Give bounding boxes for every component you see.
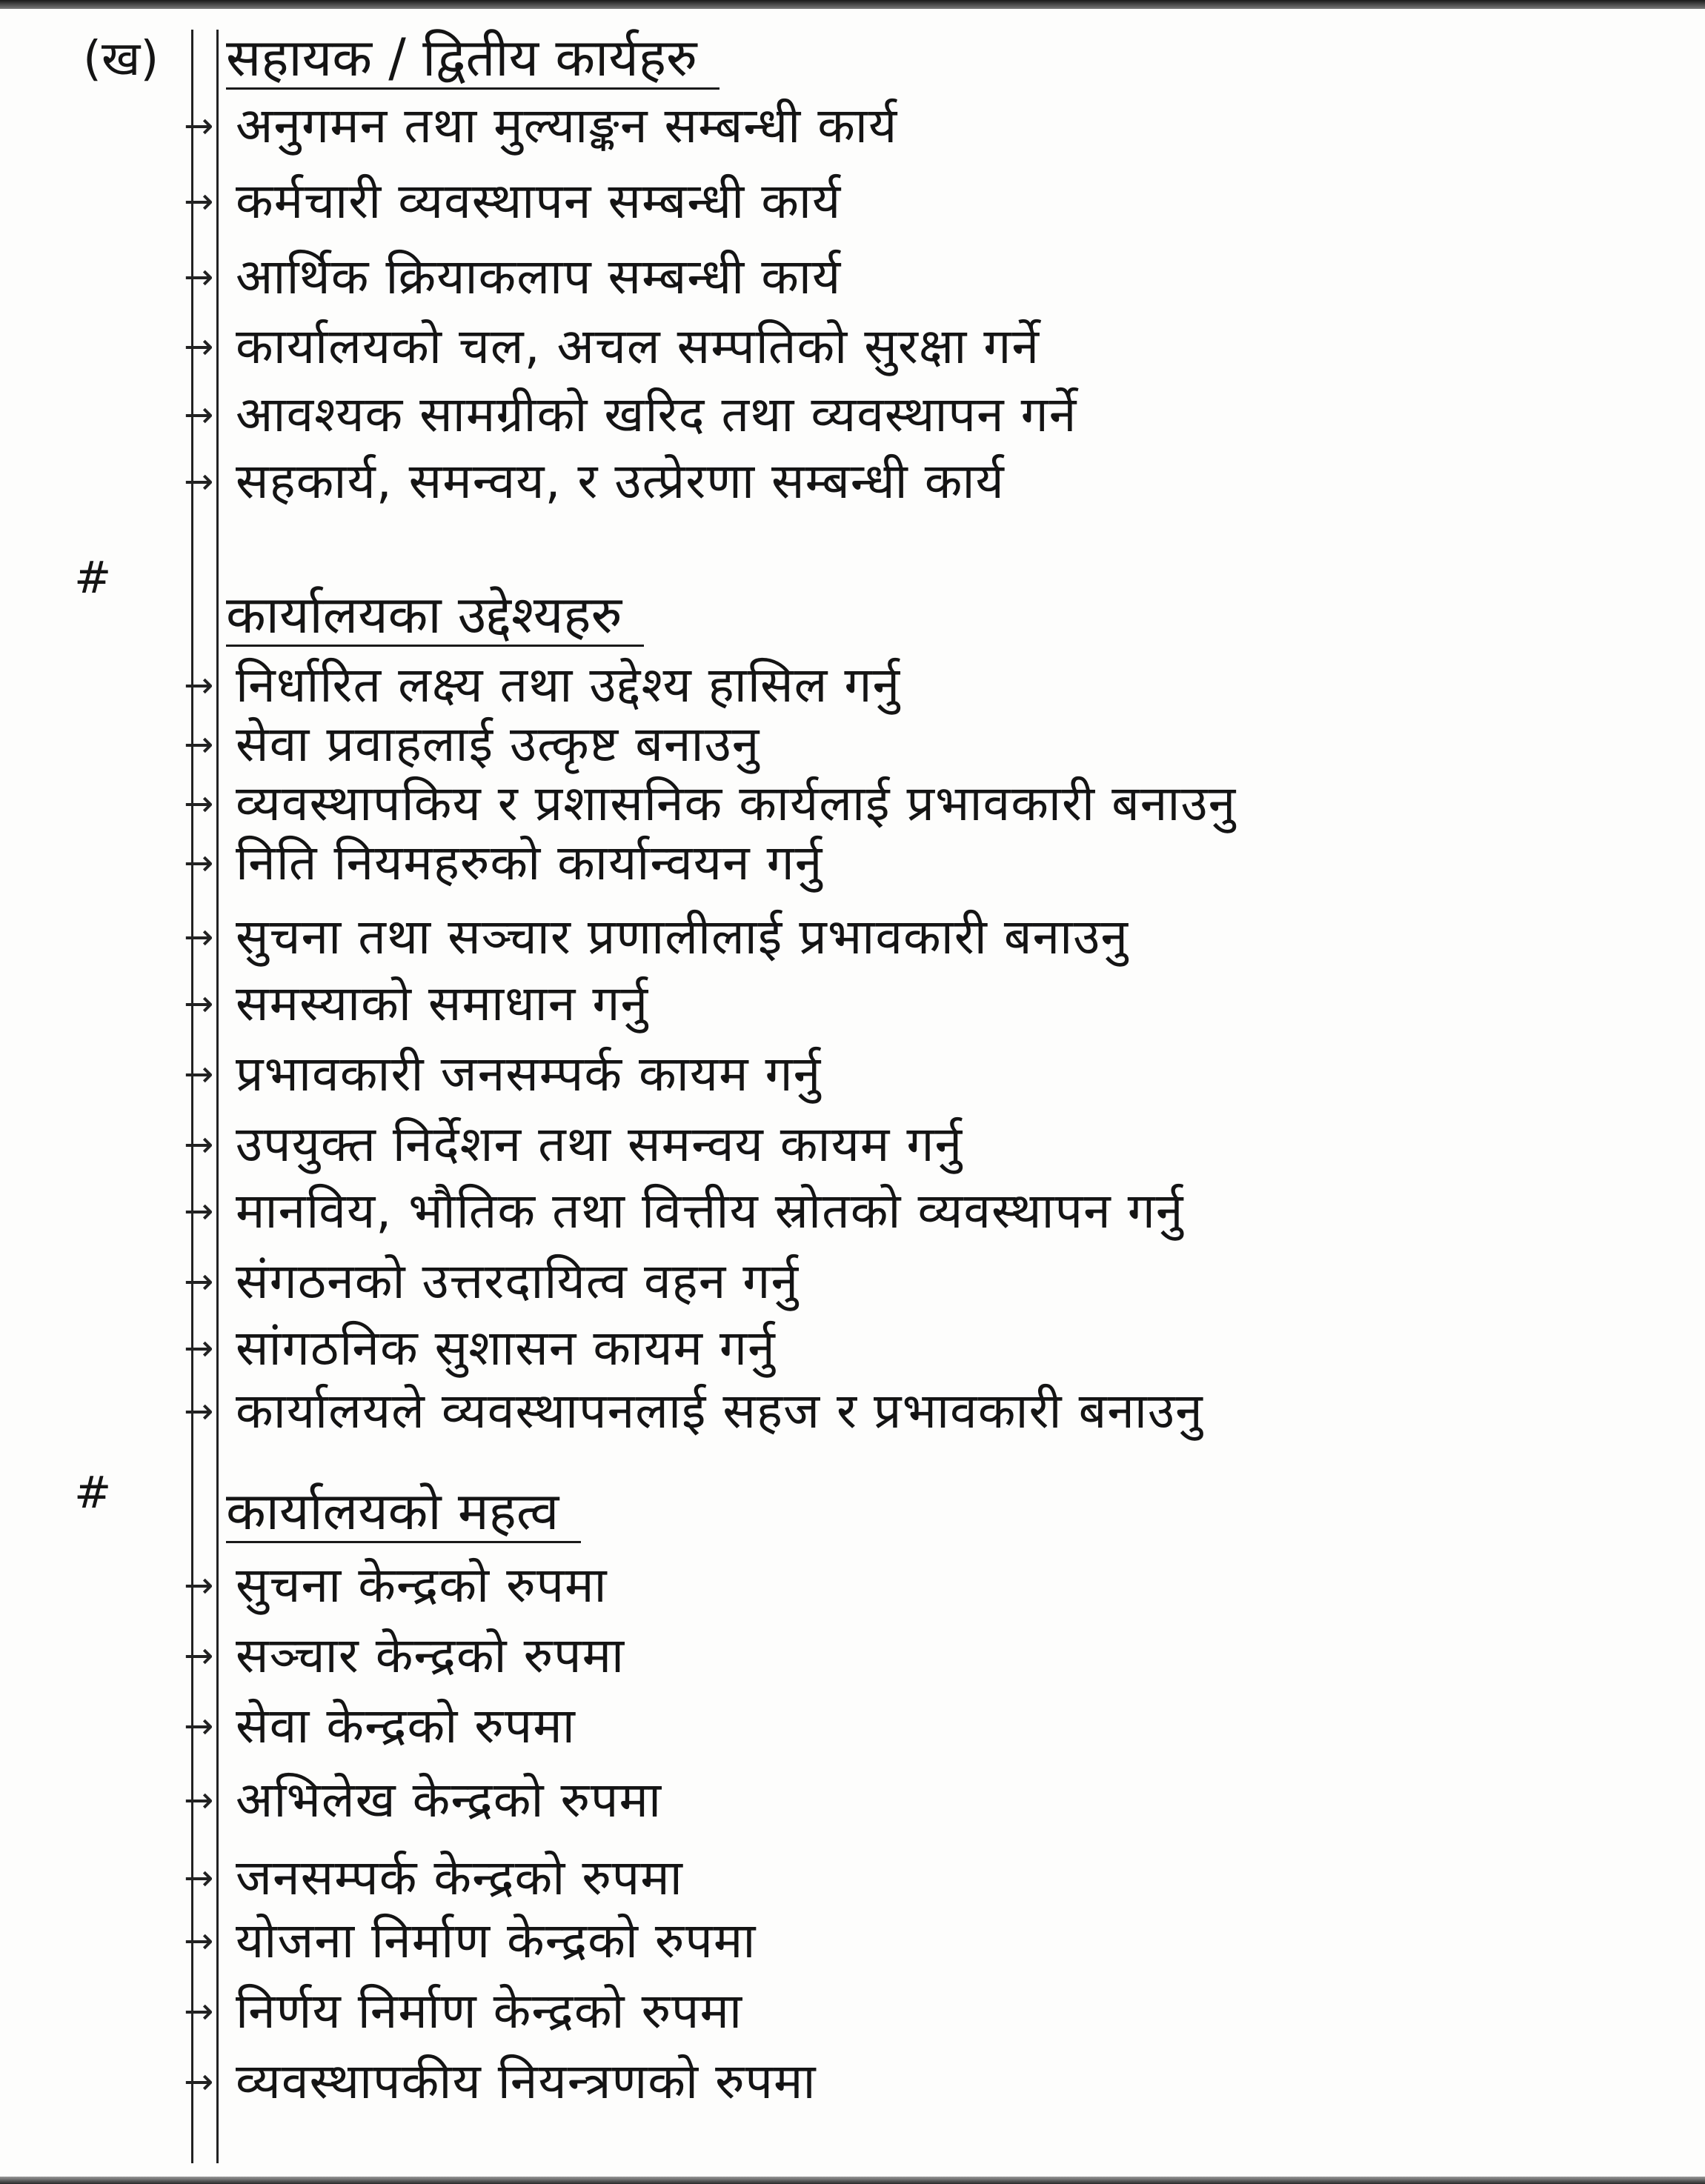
section2-item: सुचना तथा सञ्चार प्रणालीलाई प्रभावकारी बनाउनु [236, 908, 1129, 965]
arrow-icon: → [184, 1261, 214, 1302]
arrow-icon: → [184, 461, 214, 502]
arrow-icon: → [184, 1565, 214, 1606]
section3-heading: कार्यालयको महत्व [226, 1482, 581, 1543]
arrow-icon: → [184, 665, 214, 706]
section2-heading: कार्यालयका उद्देश्यहरु [226, 585, 644, 647]
arrow-icon: → [184, 1991, 214, 2032]
arrow-icon: → [184, 105, 214, 147]
arrow-icon: → [184, 783, 214, 825]
arrow-icon: → [184, 1780, 214, 1821]
section2-item: प्रभावकारी जनसम्पर्क कायम गर्नु [236, 1045, 822, 1102]
section1-item: कर्मचारी व्यवस्थापन सम्बन्धी कार्य [236, 173, 842, 230]
arrow-icon: → [184, 1191, 214, 1232]
arrow-icon: → [184, 1124, 214, 1165]
arrow-icon: → [184, 326, 214, 367]
arrow-icon: → [184, 2061, 214, 2103]
section3-item: सञ्चार केन्द्रको रुपमा [236, 1627, 625, 1684]
arrow-icon: → [184, 916, 214, 958]
section2-item: संगठनको उत्तरदायित्व वहन गर्नु [236, 1253, 800, 1310]
section2-item: व्यवस्थापकिय र प्रशासनिक कार्यलाई प्रभावकारी बनाउनु [236, 775, 1237, 832]
section2-item: सांगठनिक सुशासन कायम गर्नु [236, 1319, 776, 1376]
section3-item: निर्णय निर्माण केन्द्रको रुपमा [236, 1982, 743, 2040]
section3-item: योजना निर्माण केन्द्रको रुपमा [236, 1912, 757, 1969]
section2-item: समस्याको समाधान गर्नु [236, 975, 649, 1032]
arrow-icon: → [184, 1053, 214, 1095]
arrow-icon: → [184, 842, 214, 884]
section2-item: उपयुक्त निर्देशन तथा समन्वय कायम गर्नु [236, 1116, 963, 1173]
section2-item: निति नियमहरुको कार्यान्वयन गर्नु [236, 834, 823, 891]
section2-item: मानविय, भौतिक तथा वित्तीय स्रोतको व्यवस्थापन गर्नु [236, 1182, 1184, 1239]
margin-line [216, 30, 219, 2163]
hash-marker: # [74, 1467, 112, 1519]
section3-item: सेवा केन्द्रको रुपमा [236, 1697, 576, 1754]
arrow-icon: → [184, 983, 214, 1025]
arrow-icon: → [184, 1857, 214, 1899]
section2-item: कार्यालयले व्यवस्थापनलाई सहज र प्रभावकारी बनाउनु [236, 1382, 1203, 1439]
arrow-icon: → [184, 181, 214, 222]
page-bottom-edge [0, 2177, 1705, 2184]
arrow-icon: → [184, 1391, 214, 1432]
arrow-icon: → [184, 394, 214, 436]
section1-item: कार्यालयको चल, अचल सम्पतिको सुरक्षा गर्ने [236, 318, 1040, 375]
arrow-icon: → [184, 1635, 214, 1677]
section1-item: आवश्यक सामग्रीको खरिद तथा व्यवस्थापन गर्ने [236, 386, 1077, 443]
hash-marker: # [74, 552, 112, 604]
arrow-icon: → [184, 256, 214, 298]
arrow-icon: → [184, 1705, 214, 1747]
arrow-icon: → [184, 724, 214, 765]
section3-item: व्यवस्थापकीय नियन्त्रणको रुपमा [236, 2053, 817, 2110]
section-marker: (ख) [83, 32, 159, 87]
section1-heading: सहायक / द्वितीय कार्यहरु [226, 28, 719, 90]
arrow-icon: → [184, 1328, 214, 1369]
section1-item: अनुगमन तथा मुल्याङ्कन सम्बन्धी कार्य [236, 97, 898, 154]
section1-item: सहकार्य, समन्वय, र उत्प्रेरणा सम्बन्धी कार्य [236, 453, 1005, 510]
section3-item: सुचना केन्द्रको रुपमा [236, 1557, 608, 1614]
arrow-icon: → [184, 1920, 214, 1962]
section2-item: निर्धारित लक्ष्य तथा उद्देश्य हासिल गर्नु [236, 656, 901, 713]
section3-item: जनसम्पर्क केन्द्रको रुपमा [236, 1849, 683, 1906]
section1-item: आर्थिक क्रियाकलाप सम्बन्धी कार्य [236, 248, 842, 305]
page-top-edge [0, 0, 1705, 9]
section3-item: अभिलेख केन्द्रको रुपमा [236, 1771, 662, 1828]
section2-item: सेवा प्रवाहलाई उत्कृष्ट बनाउनु [236, 716, 760, 773]
